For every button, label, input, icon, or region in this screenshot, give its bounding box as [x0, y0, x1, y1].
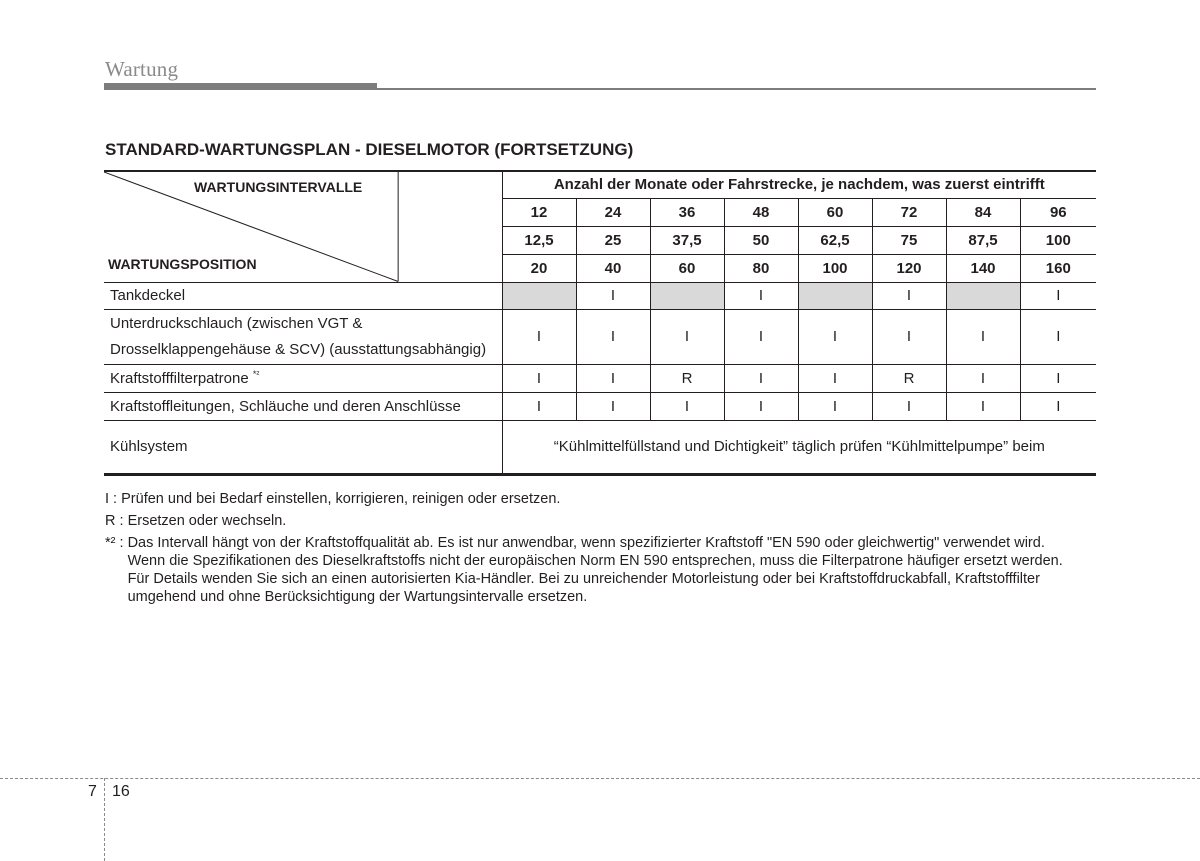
item-label-line: Drosselklappengehäuse & SCV) (ausstattungsabhängig) [110, 340, 487, 358]
table-row-tankdeckel [104, 282, 1096, 309]
header-rule-thin [377, 88, 1096, 90]
schedule-cell: I [872, 309, 946, 364]
cooling-note: “Kühlmittelfüllstand und Dichtigkeit” täglich prüfen “Kühlmittelpumpe” beim [502, 420, 1096, 474]
interval-value: 12 [502, 198, 576, 226]
interval-value: 24 [576, 198, 650, 226]
header-title: Wartung [105, 57, 179, 81]
note-key: R : [105, 513, 128, 529]
schedule-cell: I [502, 392, 576, 420]
schedule-cell: I [650, 309, 724, 364]
table-row-fuel-lines [104, 392, 1096, 420]
schedule-cell: R [650, 364, 724, 392]
legend-notes [105, 490, 1065, 610]
table-row-vacuum-hose [104, 309, 1096, 364]
schedule-cell: I [946, 364, 1020, 392]
item-label [104, 364, 502, 392]
corner-label-position: WARTUNGSPOSITION [108, 255, 257, 272]
schedule-cell [650, 282, 724, 309]
schedule-cell: I [946, 392, 1020, 420]
schedule-cell: I [1020, 309, 1096, 364]
table-corner-cell [104, 171, 502, 282]
span-header: Anzahl der Monate oder Fahrstrecke, je nachdem, was zuerst eintrifft [502, 171, 1096, 198]
schedule-cell: I [724, 282, 798, 309]
interval-value: 80 [724, 254, 798, 282]
schedule-cell: I [502, 309, 576, 364]
schedule-cell: I [1020, 282, 1096, 309]
schedule-cell: I [502, 364, 576, 392]
item-label: Kühlsystem [104, 420, 502, 474]
interval-value: 72 [872, 198, 946, 226]
note-key: *² : [105, 535, 128, 551]
item-label: Tankdeckel [104, 282, 502, 309]
interval-value: 87,5 [946, 226, 1020, 254]
interval-value: 60 [650, 254, 724, 282]
schedule-cell: I [798, 392, 872, 420]
note-text: Ersetzen oder wechseln. [127, 513, 287, 529]
note-text: Prüfen und bei Bedarf einstellen, korrigieren, reinigen oder ersetzen. [121, 491, 561, 507]
footer-vertical-divider [104, 778, 105, 861]
page-number: 16 [112, 783, 130, 800]
schedule-cell: I [724, 309, 798, 364]
interval-value: 120 [872, 254, 946, 282]
maintenance-table [104, 170, 1096, 476]
schedule-cell: I [798, 364, 872, 392]
footer-divider [0, 778, 1200, 779]
interval-value: 50 [724, 226, 798, 254]
interval-value: 12,5 [502, 226, 576, 254]
note-item [105, 534, 1065, 606]
schedule-cell: I [724, 392, 798, 420]
header-rule-thick [104, 83, 377, 90]
interval-value: 140 [946, 254, 1020, 282]
interval-value: 25 [576, 226, 650, 254]
interval-value: 100 [1020, 226, 1096, 254]
page-chapter: 7 [88, 783, 97, 800]
note-text: Das Intervall hängt von der Kraftstoffqualität ab. Es ist nur anwendbar, wenn spezifizierter Kraftstoff "EN 590 oder gleichwertig" verwendet wird. Wenn die Spezifikationen des Dieselkraftstoffs nicht der europäischen Norm EN 590 entsprechen, muss die Filterpatrone häufiger ersetzt werden. Für Details wenden Sie sich an einen autorisierten Kia-Händler. Bei zu unreichender Motorleistung oder bei Kraftstoffdruckabfall, Kraftstofffilter umgehend und ohne Berücksichtigung der Wartungsintervalle ersetzen. [127, 535, 1063, 605]
schedule-cell: I [946, 309, 1020, 364]
schedule-cell [502, 282, 576, 309]
interval-value: 60 [798, 198, 872, 226]
schedule-cell: I [724, 364, 798, 392]
table-row-cooling-system [104, 420, 1096, 474]
schedule-cell: R [872, 364, 946, 392]
note-item [105, 490, 1065, 508]
footnote-mark: *² [252, 368, 260, 379]
schedule-cell [798, 282, 872, 309]
item-label-line: Unterdruckschlauch (zwischen VGT & [110, 314, 363, 332]
interval-value: 75 [872, 226, 946, 254]
interval-value: 20 [502, 254, 576, 282]
schedule-cell: I [872, 392, 946, 420]
interval-value: 160 [1020, 254, 1096, 282]
interval-value: 96 [1020, 198, 1096, 226]
interval-value: 62,5 [798, 226, 872, 254]
note-key: I : [105, 491, 122, 507]
schedule-cell: I [872, 282, 946, 309]
schedule-cell: I [576, 309, 650, 364]
interval-value: 36 [650, 198, 724, 226]
interval-value: 48 [724, 198, 798, 226]
note-item [105, 512, 1065, 530]
schedule-cell: I [1020, 364, 1096, 392]
schedule-cell: I [576, 364, 650, 392]
table-row-fuel-filter [104, 364, 1096, 392]
item-label [104, 309, 502, 364]
schedule-cell: I [576, 392, 650, 420]
schedule-cell: I [798, 309, 872, 364]
section-title: STANDARD-WARTUNGSPLAN - DIESELMOTOR (FORTSETZUNG) [105, 140, 634, 159]
interval-value: 84 [946, 198, 1020, 226]
schedule-cell [946, 282, 1020, 309]
item-label: Kraftstoffleitungen, Schläuche und deren Anschlüsse [104, 392, 502, 420]
schedule-cell: I [576, 282, 650, 309]
interval-value: 100 [798, 254, 872, 282]
corner-label-intervals: WARTUNGSINTERVALLE [194, 179, 363, 195]
schedule-cell: I [1020, 392, 1096, 420]
interval-value: 40 [576, 254, 650, 282]
item-label-text: Kraftstofffilterpatrone [110, 369, 253, 387]
schedule-cell: I [650, 392, 724, 420]
interval-value: 37,5 [650, 226, 724, 254]
